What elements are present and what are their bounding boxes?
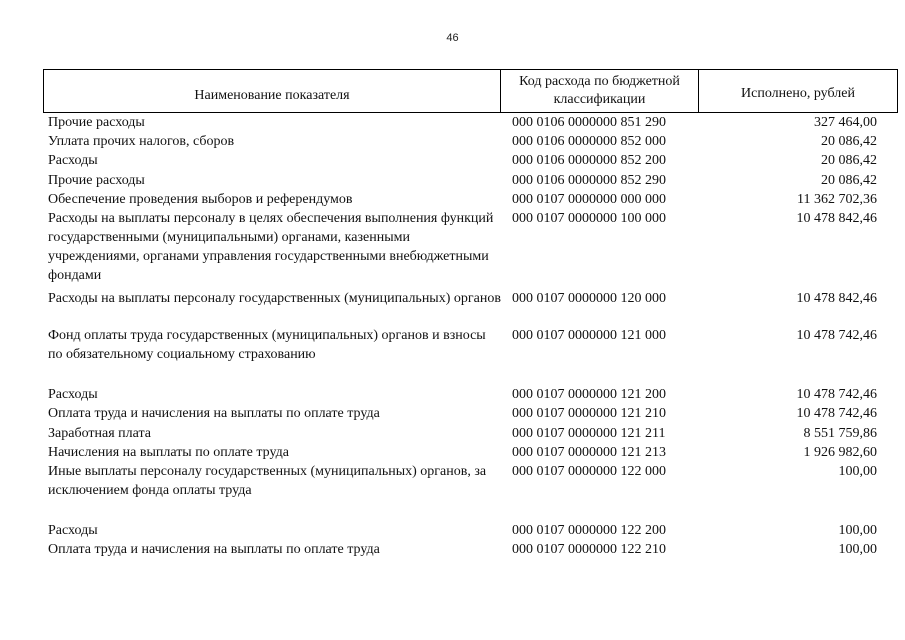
row-name: Расходы на выплаты персоналу в целях обеспечения выполнения функций государственными (муниципальными) органами, казенными учреждениями, органами управления государственными внебюджетными фондами bbox=[48, 211, 494, 283]
table-header bbox=[43, 69, 898, 113]
row-value: 10 478 842,46 bbox=[796, 291, 877, 306]
row-value: 20 086,42 bbox=[821, 153, 877, 168]
row-code: 000 0107 0000000 100 000 bbox=[512, 211, 666, 226]
row-code: 000 0107 0000000 000 000 bbox=[512, 192, 666, 207]
row-value: 10 478 742,46 bbox=[796, 406, 877, 421]
row-code: 000 0106 0000000 852 200 bbox=[512, 153, 666, 168]
row-name: Расходы bbox=[48, 523, 98, 538]
row-name: Расходы на выплаты персоналу государственных (муниципальных) органов bbox=[48, 291, 501, 306]
row-code: 000 0107 0000000 121 200 bbox=[512, 387, 666, 402]
row-value: 327 464,00 bbox=[814, 115, 877, 130]
row-name: Фонд оплаты труда государственных (муниципальных) органов и взносы по обязательному социальному страхованию bbox=[48, 328, 486, 362]
row-name: Заработная плата bbox=[48, 426, 151, 441]
row-value: 20 086,42 bbox=[821, 173, 877, 188]
row-value: 10 478 842,46 bbox=[796, 211, 877, 226]
row-value: 100,00 bbox=[838, 542, 877, 557]
row-code: 000 0107 0000000 122 200 bbox=[512, 523, 666, 538]
row-code: 000 0107 0000000 121 211 bbox=[512, 426, 666, 441]
row-value: 100,00 bbox=[838, 523, 877, 538]
row-name: Обеспечение проведения выборов и референдумов bbox=[48, 192, 353, 207]
page-number: 46 bbox=[446, 32, 459, 44]
row-code: 000 0107 0000000 121 210 bbox=[512, 406, 666, 421]
row-code: 000 0107 0000000 122 210 bbox=[512, 542, 666, 557]
header-executed-amount: Исполнено, рублей bbox=[741, 86, 855, 101]
row-code: 000 0107 0000000 121 213 bbox=[512, 445, 666, 460]
row-name: Уплата прочих налогов, сборов bbox=[48, 134, 235, 149]
row-value: 20 086,42 bbox=[821, 134, 877, 149]
row-code: 000 0107 0000000 120 000 bbox=[512, 291, 666, 306]
row-value: 8 551 759,86 bbox=[803, 426, 877, 441]
row-value: 10 478 742,46 bbox=[796, 387, 877, 402]
row-code: 000 0106 0000000 851 290 bbox=[512, 115, 666, 130]
row-name: Иные выплаты персоналу государственных (муниципальных) органов, за исключением фонда оплаты труда bbox=[48, 464, 487, 498]
row-value: 10 478 742,46 bbox=[796, 328, 877, 343]
row-code: 000 0107 0000000 122 000 bbox=[512, 464, 666, 479]
row-value: 11 362 702,36 bbox=[797, 192, 877, 207]
row-name: Прочие расходы bbox=[48, 115, 145, 130]
row-name: Прочие расходы bbox=[48, 173, 145, 188]
row-code: 000 0106 0000000 852 290 bbox=[512, 173, 666, 188]
row-code: 000 0107 0000000 121 000 bbox=[512, 328, 666, 343]
row-name: Оплата труда и начисления на выплаты по оплате труда bbox=[48, 542, 380, 557]
row-value: 1 926 982,60 bbox=[803, 445, 877, 460]
header-budget-code: Код расхода по бюджетной классификации bbox=[501, 70, 699, 112]
row-name: Начисления на выплаты по оплате труда bbox=[48, 445, 289, 460]
row-code: 000 0106 0000000 852 000 bbox=[512, 134, 666, 149]
row-value: 100,00 bbox=[838, 464, 877, 479]
header-indicator-name: Наименование показателя bbox=[44, 70, 501, 112]
row-name: Расходы bbox=[48, 387, 98, 402]
row-name: Расходы bbox=[48, 153, 98, 168]
row-name: Оплата труда и начисления на выплаты по оплате труда bbox=[48, 406, 380, 421]
